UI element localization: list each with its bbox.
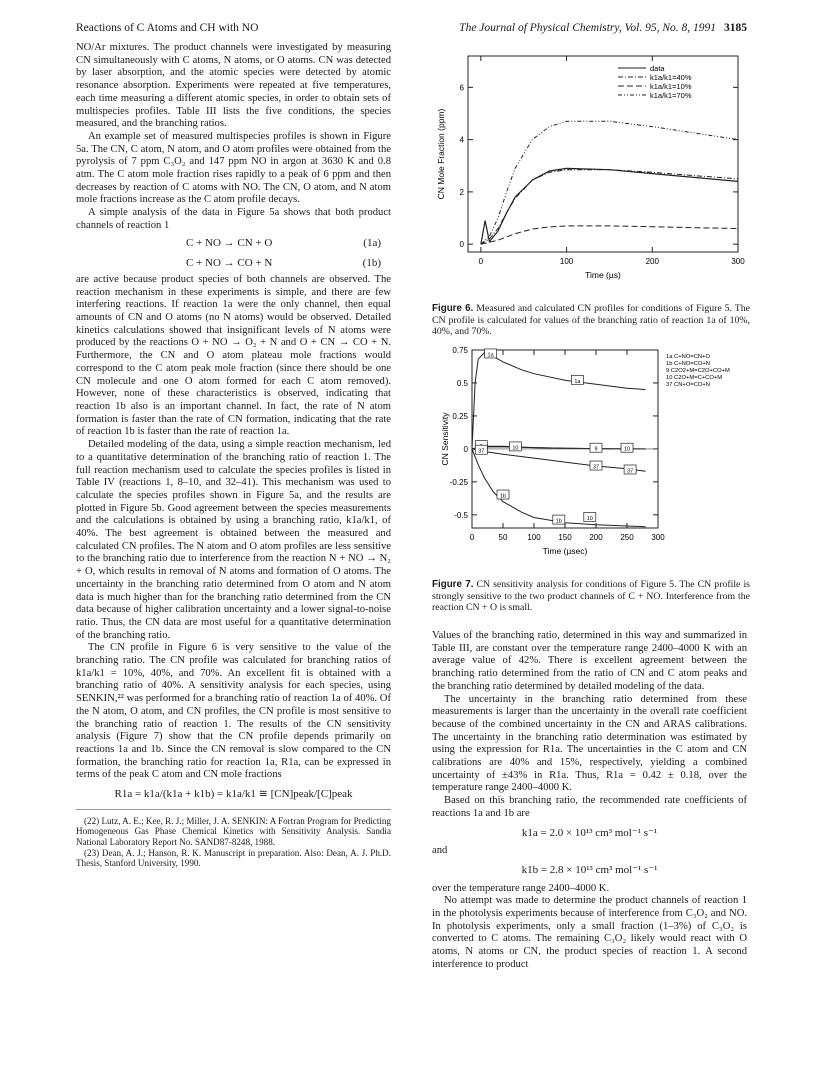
legend-entry: 1b C+NO=CO+N bbox=[666, 361, 710, 367]
y-tick-label: -0.25 bbox=[449, 477, 468, 487]
curve-label: 37 bbox=[627, 468, 634, 475]
running-header-title: Reactions of C Atoms and CH with NO bbox=[76, 22, 259, 34]
curve-label: 1a bbox=[487, 352, 494, 359]
curve-label: 9 bbox=[594, 446, 598, 453]
legend-entry: data bbox=[650, 64, 665, 73]
x-tick-label: 100 bbox=[527, 533, 541, 542]
curve-label: 37 bbox=[592, 464, 600, 471]
x-tick-label: 150 bbox=[558, 533, 572, 542]
figure-7 bbox=[432, 342, 750, 614]
y-tick-label: 2 bbox=[459, 187, 464, 197]
legend-entry: 1a C+NO=CN+O bbox=[666, 354, 710, 360]
curve-label: 10 bbox=[623, 446, 631, 453]
x-tick-label: 0 bbox=[469, 533, 475, 542]
paragraph: Detailed modeling of the data, using a simple reaction mechanism, led to a quantitative determination of the branching ratio of reaction 1. The full reaction mechanism used to calculate the species profiles is listed in Table IV (reactions 1, 8–10, and 32–41). This mechanism was used to calculate the species profiles shown in Figure 5a, and the results are plotted in Figure 5b. Good agreement between the species measurements and the calculations is obtained by using a branching ratio, k1a/k1, of 40%. The best agreement is obtained between the measured and calculated CN profiles. The N atom and O atom profiles are less sensitive to the branching ratio due to interference from the reaction N + NO → N₂ + O, which results in removal of N atoms and formation of O atoms. The uncertainty in the branching ratio determined from O atom and N atom data is much higher than for the branching ratio determined from the CN data because of higher calibration uncertainty and a lower signal-to-noise ratio. Thus, the CN data are most useful for a quantitative determination of the branching ratio. bbox=[76, 439, 391, 641]
legend-entry: k1a/k1=40% bbox=[650, 73, 692, 82]
legend-entry: k1a/k1=10% bbox=[650, 82, 692, 91]
paragraph: No attempt was made to determine the product channels of reaction 1 in the photolysis experiments because of interference from C₃O₂ and NO. In photolysis experiments, only a small fraction (1–3%) of C₃O₂ is converted to C atoms. The remaining C₃O₂ likely would react with O atoms, N atoms or CN, the product species of reaction 1. A second interference to product bbox=[432, 895, 747, 970]
curve-label: 1b bbox=[499, 493, 507, 500]
x-tick-label: 0 bbox=[478, 257, 484, 266]
legend-entry: k1a/k1=70% bbox=[650, 91, 692, 100]
equation-1a: C + NO → CN + O (1a) bbox=[186, 236, 381, 249]
y-tick-label: 6 bbox=[459, 83, 464, 93]
figure-6-caption: Figure 6. Measured and calculated CN profiles for conditions of Figure 5. The CN profile is calculated for values of the branching ratio of reaction 1a of 10%, 40%, and 70%. bbox=[432, 303, 750, 337]
y-tick-label: 4 bbox=[459, 135, 464, 145]
figure-7-chart bbox=[432, 342, 750, 574]
series-line-3 bbox=[481, 226, 738, 244]
paragraph: The uncertainty in the branching ratio determined from these measurements is larger than the uncertainty in the overall rate coefficient because of the combined uncertainty in the CN and ARAS calibrations. The uncertainty in the branching ratio determination was estimated by using the expression for R1a. The uncertainties in the C atom and CN calibrations are 40% and 15%, respectively, yielding a combined uncertainty of ±43% in R1a. Thus, R1a = 0.42 ± 0.18, over the temperature range 2400–4000 K. bbox=[432, 693, 747, 794]
x-tick-label: 300 bbox=[651, 533, 665, 542]
running-header-journal: The Journal of Physical Chemistry, Vol. 95, No. 8, 1991 3185 bbox=[459, 22, 747, 34]
paragraph: NO/Ar mixtures. The product channels were investigated by measuring CN simultaneously with C atoms, N atoms, or O atoms. CN was detected by laser absorption, and the atomic species were detected by atomic resonance absorption. Experiments were repeated at five temperatures, each time measuring a different atomic species, in order to obtain sets of multispecies profiles. Table III lists the five conditions, the species measured, and the branching ratios. bbox=[76, 42, 391, 130]
x-tick-label: 200 bbox=[645, 257, 659, 266]
x-tick-label: 200 bbox=[589, 533, 603, 542]
paragraph: The CN profile in Figure 6 is very sensitive to the value of the branching ratio. The CN profile was calculated for branching ratios of k1a/k1 = 10%, 40%, and 70%. An excellent fit is obtained with a branching ratio of 40%. A sensitivity analysis for each species, using SENKIN,²² was performed for a branching ratio of reaction 1a of 40%. Of the N atom, O atom, and CN profiles, the CN profile is most sensitive to the branching ratio of reaction 1. The results of the CN sensitivity analysis (Figure 7) show that the CN profile depends primarily on reactions 1a and 1b. Since the CN removal is slow compared to the CN formation, the branching ratio for reaction 1a, R1a, can be expressed in terms of the peak C atom and CN mole fractions bbox=[76, 642, 391, 781]
plot-frame bbox=[468, 56, 738, 252]
legend-entry: 10 C2O+M=C+CO+M bbox=[666, 375, 723, 381]
paragraph: over the temperature range 2400–4000 K. bbox=[432, 882, 610, 894]
plot-frame bbox=[472, 350, 658, 528]
y-tick-label: -0.5 bbox=[454, 510, 468, 520]
x-tick-label: 50 bbox=[498, 533, 508, 542]
paragraph: are active because product species of both channels are observed. The reaction mechanism in these experiments is simple, and there are few interfering reactions. If reaction 1a were the only channel, then equal amounts of CN and O atoms (no N atoms) would be observed. Detailed kinetics calculations showed that insignificant levels of N atoms were produced by the reactions O + NO → O₂ + N and O + CN → CO + N. Furthermore, the CN and O atom plateau mole fractions would correspond to the C atom peak mole fraction (since there should be one CN molecule and one O atom formed for each C atom removed). However, none of these characteristics is observed, indicating that reaction 1b also is an important channel. In fact, the rate of N atom formation is faster than the rate of CN formation, indicating that the rate of reaction 1b is faster than the rate of reaction 1a. bbox=[76, 273, 391, 438]
figure-6 bbox=[432, 48, 750, 338]
footnotes bbox=[76, 809, 391, 869]
equation-r1a: R1a = k1a/(k1a + k1b) = k1a/k1 ≅ [CN]peak/[C]peak bbox=[114, 788, 353, 801]
x-axis-label: Time (µs) bbox=[585, 270, 621, 280]
paragraph: and bbox=[432, 845, 448, 857]
x-axis-label: Time (µsec) bbox=[542, 546, 588, 556]
x-tick-label: 300 bbox=[731, 257, 745, 266]
figure-6-chart bbox=[432, 48, 750, 298]
footnote-23: (23) Dean, A. J.; Hanson, R. K. Manuscript in preparation. Also: Dean, A. J. Ph.D. Thesis, Stanford University, 1990. bbox=[76, 847, 391, 869]
right-column bbox=[432, 630, 747, 972]
y-axis-label: CN Sensitivity bbox=[440, 412, 450, 466]
y-tick-label: 0.25 bbox=[452, 411, 468, 421]
paragraph: Based on this branching ratio, the recommended rate coefficients of reactions 1a and 1b are bbox=[432, 795, 747, 819]
legend-entry: 9 C2O2+M=C2O+CO+M bbox=[666, 368, 730, 374]
x-tick-label: 100 bbox=[559, 257, 574, 266]
legend-entry: 37 CN+O=CO+N bbox=[666, 382, 710, 388]
equation-k1a: k1a = 2.0 × 10¹³ cm³ mol⁻¹ s⁻¹ bbox=[521, 826, 658, 839]
left-column bbox=[76, 42, 391, 869]
paragraph: An example set of measured multispecies profiles is shown in Figure 5a. The CN, C atom, N atom, and O atom profiles were obtained from the pyrolysis of 7 ppm C₃O₂ and 147 ppm NO in argon at 3630 K and 0.8 atm. The C atom mole fraction rises rapidly to a peak of 6 ppm and then decreases by reaction of C atoms with NO. The CN, O atom, and N atom mole fractions increase as the C atom profile decays. bbox=[76, 130, 391, 206]
y-axis-label: CN Mole Fraction (ppm) bbox=[436, 108, 446, 200]
page-number: 3185 bbox=[724, 22, 747, 34]
y-tick-label: 0 bbox=[463, 444, 468, 454]
curve-label: 1b bbox=[555, 518, 562, 525]
y-tick-label: 0.5 bbox=[456, 378, 468, 388]
paragraph: Values of the branching ratio, determined in this way and summarized in Table III, are constant over the temperature range 2400–4000 K with an average value of 42%. There is excellent agreement between the branching ratio determined from the ratio of CN and C atom peaks and the branching ratio determined by detailed modeling of the data. bbox=[432, 630, 747, 692]
footnote-22: (22) Lutz, A. E.; Kee, R. J.; Miller, J. A. SENKIN: A Fortran Program for Predicting Homogeneous Gas Phase Chemical Kinetics with Sensitivity Analysis. Sandia National Laboratory Report No. SAND87-8248, 1988. bbox=[76, 815, 391, 847]
equation-k1b: k1b = 2.8 × 10¹³ cm³ mol⁻¹ s⁻¹ bbox=[521, 863, 658, 876]
curve-label: 37 bbox=[478, 448, 485, 455]
curve-label: 10 bbox=[512, 445, 519, 452]
equation-1b: C + NO → CO + N (1b) bbox=[186, 257, 381, 270]
paragraph: A simple analysis of the data in Figure 5a shows that both product channels of reaction 1 bbox=[76, 207, 391, 231]
curve-label: 1a bbox=[574, 378, 581, 385]
y-tick-label: 0 bbox=[459, 240, 464, 250]
y-tick-label: 0.75 bbox=[452, 346, 468, 355]
x-tick-label: 250 bbox=[620, 533, 634, 542]
figure-7-caption: Figure 7. CN sensitivity analysis for conditions of Figure 5. The CN profile is strongly sensitive to the two product channels of C + NO. Interference from the reaction CN + O is small. bbox=[432, 579, 750, 613]
curve-label: 10 bbox=[586, 515, 593, 522]
